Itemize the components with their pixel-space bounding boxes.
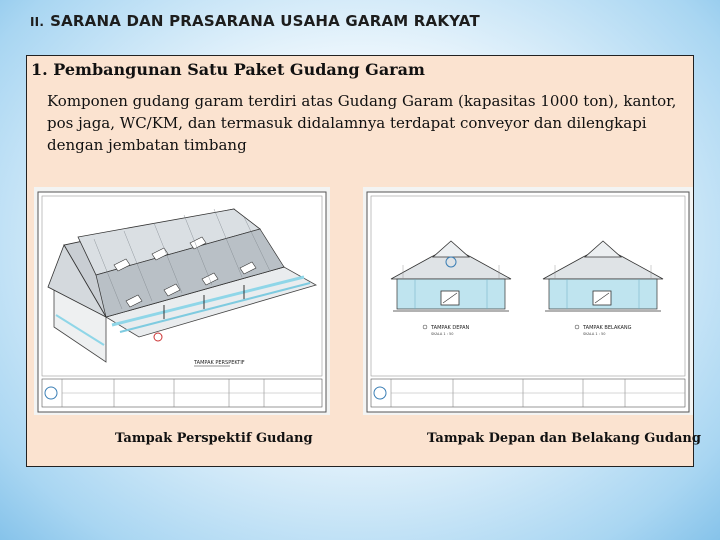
section-title: SARANA DAN PRASARANA USAHA GARAM RAKYAT	[50, 12, 480, 30]
front-elevation-label: TAMPAK DEPAN	[431, 325, 470, 331]
front-elevation-scale: SKALA 1 : 50	[431, 332, 454, 336]
perspective-drawing-figure	[34, 187, 330, 415]
perspective-caption: Tampak Perspektif Gudang	[115, 431, 313, 446]
section-number: II.	[30, 15, 45, 29]
elevation-drawing-figure	[363, 187, 693, 415]
item-description: Komponen gudang garam terdiri atas Gudang Garam (kapasitas 1000 ton), kantor, pos jaga, WC/KM, dan termasuk didalamnya terdapat conveyor dan dilengkapi dengan jembatan timbang	[47, 92, 677, 154]
elevation-drawing	[363, 187, 693, 415]
back-elevation-scale: SKALA 1 : 50	[583, 332, 606, 336]
section-heading	[30, 12, 480, 30]
item-title: 1. Pembangunan Satu Paket Gudang Garam	[31, 60, 425, 79]
content-panel	[26, 55, 701, 467]
elevation-caption: Tampak Depan dan Belakang Gudang	[427, 431, 701, 446]
perspective-drawing-label: TAMPAK PERSPEKTIF	[194, 360, 245, 366]
back-elevation-label: TAMPAK BELAKANG	[583, 325, 632, 331]
perspective-drawing	[34, 187, 330, 415]
